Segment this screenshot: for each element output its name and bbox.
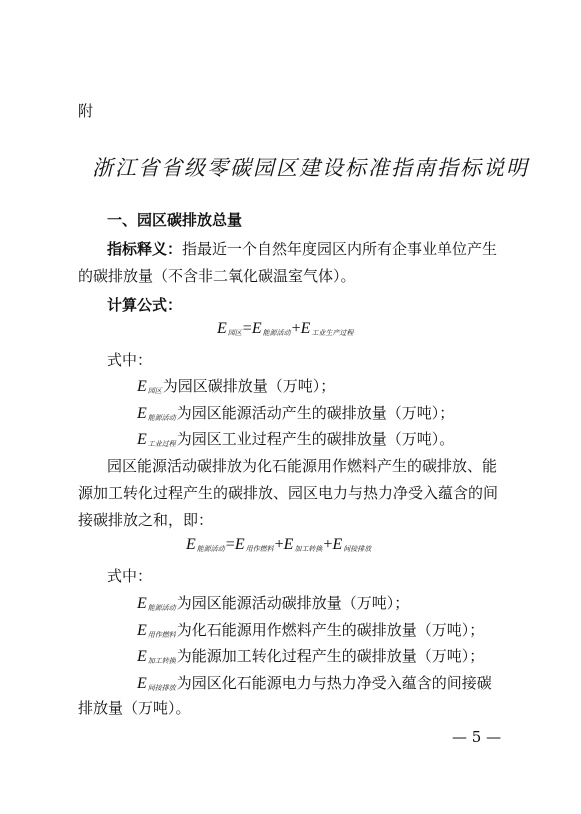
definition-item-text: 为园区工业过程产生的碳排放量（万吨）。 xyxy=(176,430,455,448)
formula-subscript: 工业生产过程 xyxy=(311,329,354,337)
formula-subscript: 用作燃料 xyxy=(245,545,274,553)
formula-subscript: 间接排放 xyxy=(343,545,372,553)
formula-variable: E xyxy=(137,431,147,448)
formula-variable: E xyxy=(137,648,147,665)
definition-item-text: 为园区化石能源电力与热力净受入蕴含的间接碳 xyxy=(176,674,492,692)
formula-variable: E xyxy=(137,405,147,422)
formula-2 xyxy=(186,534,372,554)
formula-variable: E xyxy=(217,320,227,337)
formula-variable: E xyxy=(332,536,343,553)
definition-text: 指最近一个自然年度园区内所有企事业单位产生 xyxy=(182,240,498,258)
paragraph-line-2: 源加工转化过程产生的碳排放、园区电力与热力净受入蕴含的间 xyxy=(78,484,499,502)
definition-item xyxy=(137,375,335,396)
paragraph-line-3: 接碳排放之和，即： xyxy=(78,511,214,529)
definition-item-text: 为园区碳排放量（万吨）； xyxy=(162,377,336,395)
formula-operator: = xyxy=(225,536,235,553)
definition-item-text: 为能源加工转化过程产生的碳排放量（万吨）； xyxy=(176,647,485,665)
where-label-1: 式中： xyxy=(107,351,153,369)
paragraph-line-1: 园区能源活动碳排放为化石能源用作燃料产生的碳排放、能 xyxy=(107,457,498,475)
definition-item-text: 为园区能源活动产生的碳排放量（万吨）； xyxy=(176,404,455,422)
formula-1 xyxy=(217,318,354,338)
attachment-label: 附 xyxy=(78,102,94,120)
page-number: — 5 — xyxy=(452,728,502,746)
formula-variable: E xyxy=(251,320,262,337)
definition-item-continuation: 排放量（万吨）。 xyxy=(78,699,191,717)
where-label-2: 式中： xyxy=(107,567,153,585)
formula-subscript: 园区 xyxy=(147,387,162,395)
formula-subscript: 能源活动 xyxy=(147,604,176,612)
formula-variable: E xyxy=(283,536,294,553)
formula-subscript: 园区 xyxy=(227,329,242,337)
document-title: 浙江省省级零碳园区建设标准指南指标说明 xyxy=(92,156,529,180)
definition-item xyxy=(137,402,454,423)
formula-operator: + xyxy=(291,320,301,337)
section-heading: 一、园区碳排放总量 xyxy=(107,211,243,229)
formula-subscript: 能源活动 xyxy=(196,545,225,553)
formula-operator: + xyxy=(323,536,333,553)
formula-operator: + xyxy=(274,536,284,553)
formula-subscript: 间接排放 xyxy=(147,684,176,692)
formula-variable: E xyxy=(137,622,147,639)
definition-item xyxy=(137,672,492,693)
formula-subscript: 用作燃料 xyxy=(147,631,176,639)
formula-subscript: 能源活动 xyxy=(262,329,291,337)
formula-subscript: 能源活动 xyxy=(147,414,176,422)
definition-line-2: 的碳排放量（不含非二氧化碳温室气体）。 xyxy=(78,267,356,285)
formula-label: 计算公式： xyxy=(107,296,183,314)
formula-operator: = xyxy=(242,320,252,337)
definition-line-1 xyxy=(107,238,497,259)
definition-item-text: 为化石能源用作燃料产生的碳排放量（万吨）； xyxy=(176,621,485,639)
definition-item xyxy=(137,428,454,449)
formula-subscript: 加工转换 xyxy=(147,657,176,665)
formula-variable: E xyxy=(234,536,245,553)
formula-variable: E xyxy=(137,675,147,692)
formula-subscript: 加工转换 xyxy=(294,545,323,553)
definition-item-text: 为园区能源活动碳排放量（万吨）； xyxy=(176,594,410,612)
formula-variable: E xyxy=(137,378,147,395)
definition-item xyxy=(137,592,409,613)
formula-variable: E xyxy=(186,536,196,553)
formula-variable: E xyxy=(300,320,311,337)
formula-subscript: 工业过程 xyxy=(147,440,176,448)
definition-label: 指标释义： xyxy=(107,240,183,258)
definition-item xyxy=(137,619,484,640)
definition-item xyxy=(137,645,484,666)
formula-variable: E xyxy=(137,595,147,612)
